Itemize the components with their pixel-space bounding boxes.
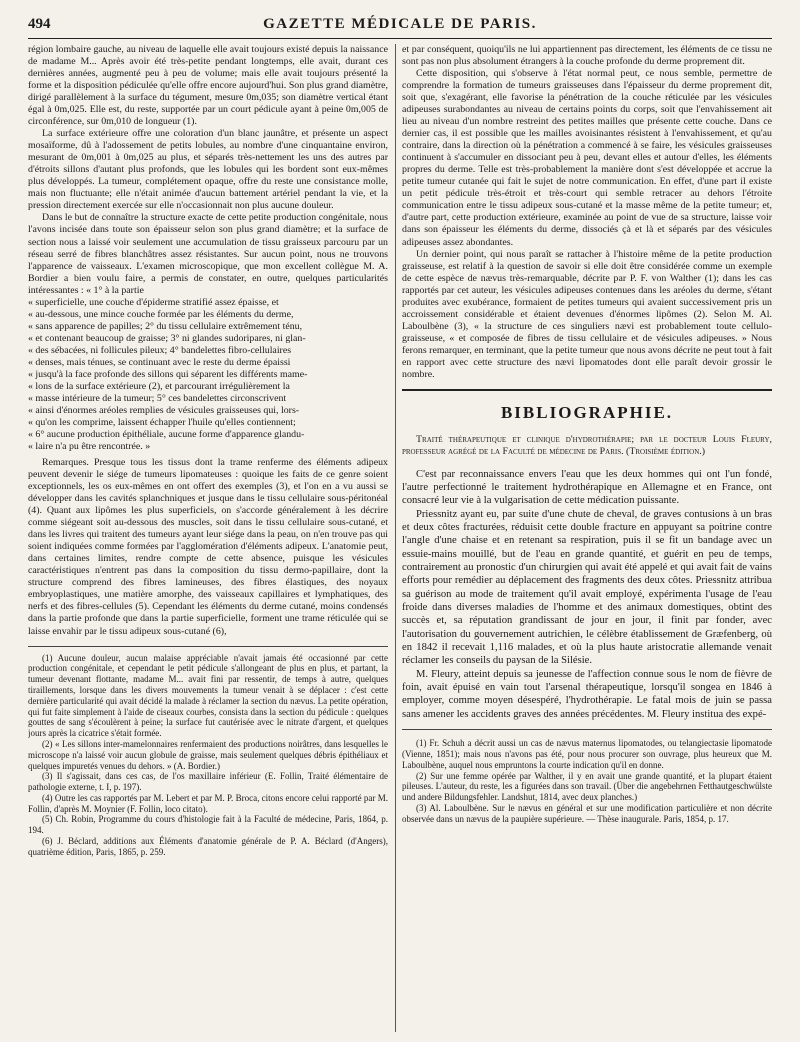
paragraph: C'est par reconnaissance envers l'eau que les deux hommes qui ont l'un fondé, l'autre perfectionné le traitement hydrothérapique en Allemagne et en France, ont consacré leur vie à la vulgarisation de cette médication puissante. <box>402 468 772 507</box>
remarks-paragraph: Remarques. Presque tous les tissus dont la trame renferme des éléments adipeux peuvent devenir le siége de tumeurs lipomateuses : quoique les faits de ce genre soient exceptionnels, les os eux-mêmes en ont offert des exemples (3), et l'on en a vu aussi se développer dans les cavités splanchniques et jusque dans le tissu cellulaire sous-péritonéal (4). Quant aux lipômes les plus superficiels, on s'accorde généralement à les décrire comme siégeant soit au-dessous des muscles, soit dans le tissu cellulaire sous-cutané, et dans les livres qui traitent des tumeurs ayant leur siége dans la peau, on n'en trouve pas qui soient indiquées comme formées par l'agglomération d'éléments adipeux. L'anatomie peut, dans certaines limites, rendre compte de cette absence, puisque les vésicules caractéristiques n'entrent pas dans la composition du tissu dermo-papillaire, dont la structure comprend des fibres lamineuses, des fibres élastiques, des noyaux embryoplastiques, une matière amorphe, des vaisseaux capillaires et lymphatiques, des nerfs et des fibres-cellules (5). Cependant les éléments du derme cutané, moins condensés dans la partie profonde que dans la partie superficielle, forment une trame réticulée qui se laisse envahir par le tissu adipeux sous-cutané (6), <box>28 457 388 637</box>
footnote-rule <box>28 646 388 647</box>
column-divider <box>395 44 396 1032</box>
paragraph: Priessnitz ayant eu, par suite d'une chute de cheval, de graves contusions à un bras et deux côtes fracturées, réduisit cette double fracture en appuyant sa poitrine contre l'angle d'une chaise et en retenant sa respiration, puis il se fit un bandage avec un essuie-mains mouillé, but de l'eau en grande quantité, et guérit en peu de temps, contrairement au pronostic d'un chirurgien qui avait été appelé et qui avait fait de vains efforts pour remédier au déplacement des fragments des deux côtes. Priessnitz attribua sa guérison au mode de traitement qu'il avait employé, expérimenta l'usage de l'eau froide dans diverses maladies de l'homme et des animaux domestiques, obtint des succès et, sa réputation grandissant de jour en jour, il finit par fonder, avec l'autorisation du gouvernement autrichien, le célèbre établissement de Græfenberg, où en 1842 il recevait 1,116 malades, et où la plus haute aristocratie allemande venait réclamer les conseils du paysan de la Silésie. <box>402 508 772 667</box>
footnote: (1) Fr. Schuh a décrit aussi un cas de nævus maternus lipomatodes, ou telangiectasie lipomatode (Vienne, 1851); mais nous n'avons pas été, pour nous procurer son ouvrage, plus heureux que M. Laboulbène, auquel nous empruntons la courte indication qu'il en donne. <box>402 738 772 770</box>
quote-line: « superficielle, une couche d'épiderme stratifié assez épaisse, et <box>28 296 279 308</box>
journal-title: GAZETTE MÉDICALE DE PARIS. <box>263 16 537 32</box>
quote-line: « au-dessous, une mince couche formée par les éléments du derme, <box>28 308 294 320</box>
footnote: (4) Outre les cas rapportés par M. Lebert et par M. P. Broca, citons encore celui rapporté par M. Follin, d'après M. Moynier (F. Follin, loco citato). <box>28 792 388 814</box>
bibliography-title: BIBLIOGRAPHIE. <box>500 402 674 422</box>
quote-line: « sans apparence de papilles; 2° du tissu cellulaire extrêmement ténu, <box>28 320 303 332</box>
footnote: (3) Il s'agissait, dans ces cas, de l'os maxillaire inférieur (E. Follin, Traité élémentaire de pathologie externe, t. I, p. 197). <box>28 771 388 793</box>
footnote: (2) « Les sillons inter-mamelonnaires renfermaient des productions noirâtres, dans lesquelles le microscope n'a laissé voir aucun globule de graisse, mais seulement quelques débris épithéliaux et quelques impuretés venues du dehors. » (A. Bordier.) <box>28 738 388 771</box>
footnote: (6) J. Béclard, additions aux Éléments d'anatomie générale de P. A. Béclard (d'Angers), quatrième édition, Paris, 1865, p. 259. <box>28 836 388 857</box>
footnote: (2) Sur une femme opérée par Walther, il y en avait une grande quantité, et la plupart étaient pileuses. L'auteur, du reste, les a figurées dans son travail. (Über die angebehrnen Fetthautgeschwülste und andere Bildungsfehler. Landshut, 1814, avec deux planches.) <box>402 770 772 803</box>
paragraph: et par conséquent, quoiqu'ils ne lui appartiennent pas directement, les éléments de ce tissu ne sont pas non plus absolument étrangers à la couche profonde du derme proprement dit. <box>402 44 772 68</box>
quote-line: « denses, mais ténues, se continuant avec le reste du derme épaissi <box>28 356 291 368</box>
right-column <box>402 44 772 1032</box>
paragraph: région lombaire gauche, au niveau de laquelle elle avait toujours existé depuis la naissance de madame M... Après avoir été très-petite pendant longtemps, elle avait, durant ces dernières années, augmenté peu à peu de volume; mais elle avait toujours présenté la forme et la disposition pédiculée qu'elle offre encore aujourd'hui. Son plus grand diamètre, dirigé parallèlement à la surface du tégument, mesure 0m,035; son diamètre vertical étant égal à 0m,025. Elle est, du reste, supportée par un court pédicule ayant à peine 0m,005 de circonférence, sur 0m,010 de longueur (1). <box>28 44 388 128</box>
quote-line: « et contenant beaucoup de graisse; 3° ni glandes sudoripares, ni glan- <box>28 332 306 344</box>
bibliography-entry: Traité thérapeutique et clinique d'hydrothérapie; par le docteur Louis Fleury, professeur agrégé de la Faculté de médecine de Paris. (Troisième édition.) <box>402 433 772 457</box>
footnotes-left <box>28 653 388 858</box>
quote-line: « jusqu'à la face profonde des sillons qui séparent les différents mame- <box>28 368 308 380</box>
quote-line: « qu'on les comprime, laissent échapper l'huile qu'elles contiennent; <box>28 416 296 428</box>
paragraph: Un dernier point, qui nous paraît se rattacher à l'histoire même de la petite production graisseuse, est relatif à la question de savoir si elle doit être considérée comme un exemple de cette espèce de nævus très-remarquable, décrite par P. F. von Walther (1); dans les cas rapportés par cet auteur, les vésicules adipeuses contenues dans les aréoles du derme, s'étant produites avec exubérance, formaient de petites tumeurs qui avaient successivement pris un accroissement considérable et étaient devenues d'énormes lipômes (2). Selon M. Al. Laboulbène (3), « la structure de ces singuliers nævi est probablement toute cellulo-graisseuse, « et composée de fibres de tissu cellulaire et de vésicules adipeuses. » Nous ferons remarquer, en terminant, que la petite tumeur que nous avons décrite ne peut tout à fait en rapport avec cette structure des nævi lipomatodes dont elle paraît devoir grossir le nombre. <box>402 248 772 380</box>
paragraph: La surface extérieure offre une coloration d'un blanc jaunâtre, et présente un aspect mosaïforme, dû à l'adossement de petits lobules, au nombre d'une cinquantaine environ, mesurant de 0m,001 à 0m,025 au plus, et séparés très-nettement les uns des autres par d'étroits sillons d'autant plus profonds, que les lobules qui les bordent sont eux-mêmes plus développés. La tumeur, complétement opaque, offre du reste une consistance molle, mais non fluctuante; elle n'était animée d'aucun battement artériel pendant la vie, et la pression directement exercée sur elle n'occasionnait non plus aucune douleur. <box>28 128 388 212</box>
quote-line: « 6° aucune production épithéliale, aucune forme d'apparence glandu- <box>28 429 305 440</box>
microscopy-quote <box>28 297 388 453</box>
footnote: (1) Aucune douleur, aucun malaise appréciable n'avait jamais été occasionné par cette production congénitale, et cependant le petit pédicule s'allongeant de plus en plus, et partant, la tumeur devenant flottante, madame M... avait fini par ressentir, de temps à autre, quelques tiraillements, lorsque dans les divers mouvements la tumeur venait à se déplacer : c'est cette dernière particularité qui avait décidé la malade à réclamer la section du nævus. La petite opération, qui fut faite simplement à l'aide de ciseaux courbes, consista dans la section du pédicule : quelques gouttes de sang s'écoulèrent à peine; la surface fut cautérisée avec le nitrate d'argent, et quelques jours après la cicatrice s'était formée. <box>28 652 388 739</box>
footnote-rule <box>402 729 772 730</box>
quote-line: « ainsi d'énormes aréoles remplies de vésicules graisseuses qui, lors- <box>28 404 300 416</box>
left-column <box>28 44 388 1032</box>
paragraph: M. Fleury, atteint depuis sa jeunesse de l'affection connue sous le nom de fièvre de foin, avait épuisé en vain tout l'arsenal thérapeutique, lorsqu'il songea en 1846 à employer, comme moyen désespéré, l'hydrothérapie. Le fatal mois de juin se passa sans amener les accidents graves des années précédentes. M. Fleury institua des expé- <box>402 668 772 720</box>
page-number: 494 <box>28 16 51 32</box>
quote-line: « des sébacées, ni follicules pileux; 4° bandelettes fibro-cellulaires <box>28 344 292 356</box>
quote-line: « laire n'a pu être rencontrée. » <box>28 441 151 453</box>
page-header <box>28 14 772 39</box>
footnote: (5) Ch. Robin, Programme du cours d'histologie fait à la Faculté de médecine, Paris, 1864, p. 194. <box>28 814 388 836</box>
quote-line: « masse intérieure de la tumeur; 5° ces bandelettes circonscrivent <box>28 392 287 404</box>
quote-line: « lons de la surface extérieure (2), et parcourant irrégulièrement la <box>28 380 290 392</box>
footnote: (3) Al. Laboulbène. Sur le nævus en général et sur une modification particulière et non décrite observée dans un nævus de la paupière supérieure. — Thèse inaugurale. Paris, 1854, p. 17. <box>402 802 772 824</box>
footnotes-right <box>402 738 772 824</box>
section-rule <box>402 389 772 393</box>
review-text <box>402 468 772 722</box>
paragraph: Dans le but de connaître la structure exacte de cette petite production congénitale, nous l'avons incisée dans toute son épaisseur selon son plus grand diamètre; et la surface de section nous a laissé voir seulement une accumulation de tissu graisseux parcouru par un réseau serré de fibres blanchâtres assez résistantes. Sur aucun point, nous ne trouvons l'apparence de vaisseaux. L'examen microscopique, que mon excellent collègue M. A. Bordier a bien voulu faire, a permis de constater, en outre, quelques particularités intéressantes : « 1° à la partie <box>28 212 388 296</box>
paragraph: Cette disposition, qui s'observe à l'état normal peut, ce nous semble, permettre de comprendre la formation de tumeurs graisseuses dans l'épaisseur du derme proprement dit, soit que, s'exagérant, elle favorise la pénétration de la couche réticulée par les vésicules adipeuses surabondantes au niveau de certains points du corps, soit que l'envahissement ait lieu au niveau d'un nombre restreint des petites mailles que présente cette couche. Dans ce dernier cas, il est possible que les mailles avoisinantes résistent à l'envahissement, et qu'au contraire, dans la direction où la pénétration a commencé à se faire, les vésicules graisseuses continuent à s'accumuler en dissociant peu à peu, devant elles et autour d'elles, les éléments propres du derme. Telle est très-probablement la manière dont s'est développée et accrue la petite tumeur cutanée qui fait le sujet de notre communication. En effet, d'une part il existe un petit pédicule très-étroit et très-court qui semble retracer au dehors l'étroite communication entre le tissu adipeux sous-cutané et la masse même de la petite tumeur; et, d'autre part, cette production extérieure, examinée au point de vue de sa structure, laisse voir dans son épaisseur les éléments du derme, dissociés çà et là et séparés par des vésicules adipeuses assez abondantes. <box>402 68 772 248</box>
